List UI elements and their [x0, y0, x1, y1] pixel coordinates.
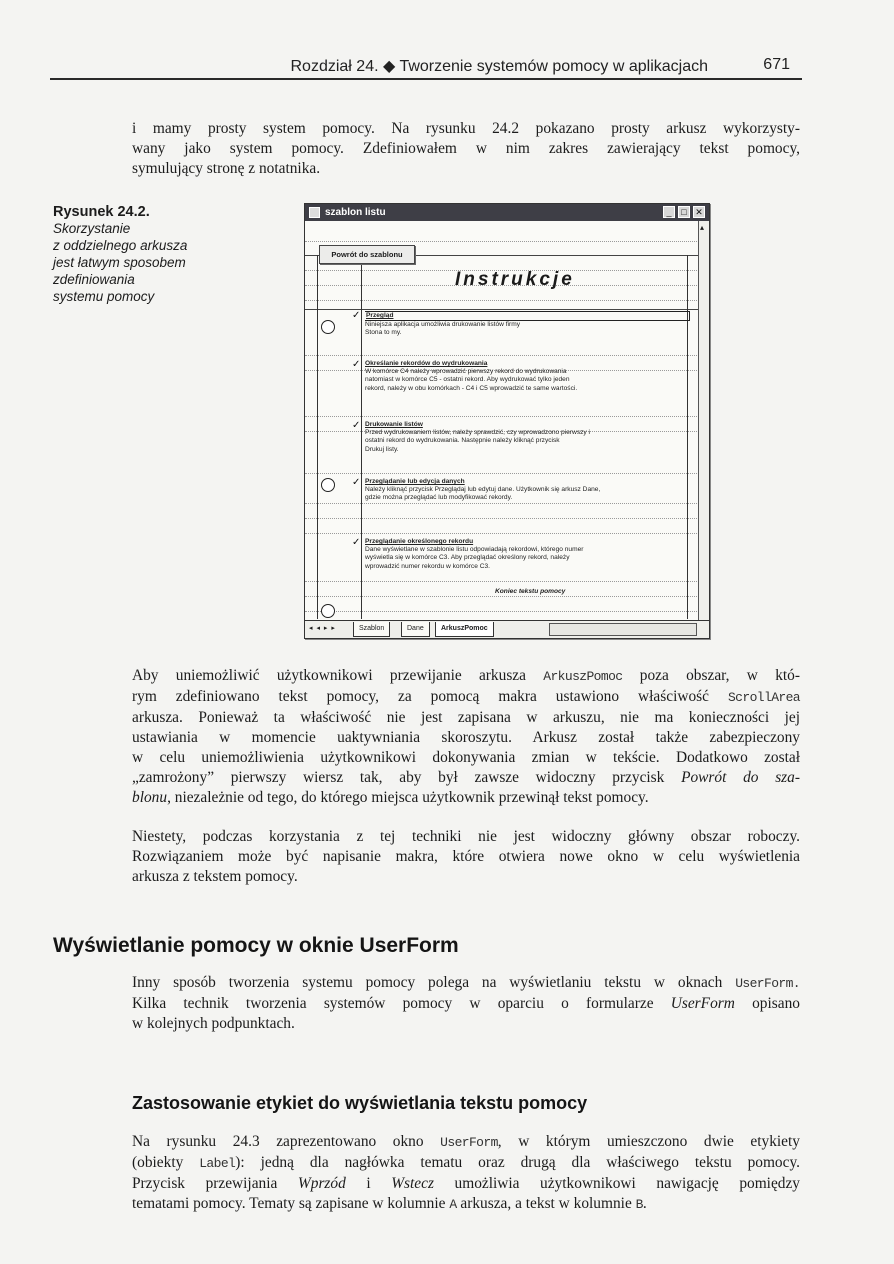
- text-line: blonu, niezależnie od tego, do którego miejsca użytkownik przewinął tekst pomocy.: [132, 789, 649, 806]
- inline-code: ArkuszPomoc: [543, 669, 623, 684]
- header-rule: [50, 78, 802, 80]
- text-line: Niestety, podczas korzystania z tej techniki nie jest widoczny główny obszar roboczy.: [132, 828, 800, 845]
- inline-code: ScrollArea: [727, 690, 800, 705]
- text-line: „zamrożony” pierwszy wiersz tak, aby był zawsze widoczny przycisk Powrót do sza-: [132, 769, 800, 786]
- help-topic: [365, 311, 690, 338]
- help-topic: [365, 478, 690, 503]
- intro-paragraph: [132, 119, 800, 179]
- text-line: w kolejnych podpunktach.: [132, 1015, 295, 1032]
- text-line: ustawiania w momencie uaktywniania skoroszytu. Arkusz został także zabezpieczony: [132, 729, 800, 746]
- paragraph-userform-intro: [132, 973, 800, 1034]
- tab-nav-arrows-icon[interactable]: ◂ ◂ ▸ ▸: [309, 625, 336, 632]
- topic-line: Niniejsza aplikacja umożliwia drukowanie listów firmy: [365, 321, 521, 329]
- figure-caption: [53, 204, 253, 305]
- sheet-tab-dane[interactable]: Dane: [401, 622, 430, 637]
- help-topic: [365, 360, 690, 393]
- text-line: arkusza z tekstem pomocy.: [132, 868, 298, 885]
- text-line: Inny sposób tworzenia systemu pomocy polega na wyświetlaniu tekstu w oknach UserForm.: [132, 974, 800, 991]
- caption-line: systemu pomocy: [53, 289, 155, 304]
- checkmark-icon: ✓: [352, 310, 361, 321]
- text-line: symulujący stronę z notatnika.: [132, 160, 321, 177]
- chapter-title: Rozdział 24. ◆ Tworzenie systemów pomocy w aplikacjach: [290, 58, 708, 75]
- scroll-up-icon[interactable]: ▴: [700, 223, 705, 232]
- topic-heading: Przeglądanie określonego rekordu: [365, 538, 474, 545]
- section-heading: Wyświetlanie pomocy w oknie UserForm: [53, 934, 459, 957]
- sheet-title: Instrukcje: [455, 269, 575, 290]
- topic-heading: Przegląd: [365, 311, 690, 321]
- end-of-help-text: Koniec tekstu pomocy: [495, 588, 566, 595]
- excel-app-icon: [309, 207, 320, 218]
- help-topic: [365, 538, 690, 571]
- topic-line: Przed wydrukowaniem listów, należy sprawdzić, czy wprowadzono pierwszy i: [365, 429, 591, 437]
- topic-line: natomiast w komórce C5 - ostatni rekord. Aby wydrukować tylko jeden: [365, 376, 570, 384]
- horizontal-scrollbar[interactable]: [549, 623, 697, 636]
- text-line: (obiekty Label): jedną dla nagłówka tematu oraz drugą dla właściwego tekstu pomocy.: [132, 1154, 801, 1171]
- text-line: Kilka technik tworzenia systemów pomocy w oparciu o formularze UserForm opisano: [132, 995, 800, 1012]
- figure-number: Rysunek 24.2.: [53, 204, 150, 220]
- inline-code: UserForm.: [735, 976, 800, 991]
- page-number: 671: [763, 56, 790, 73]
- caption-line: jest łatwym sposobem: [53, 255, 186, 270]
- paragraph-scrollarea: [132, 666, 800, 808]
- text-line: wany jako system pomocy. Zdefiniowałem w nim zakres zawierający tekst pomocy,: [132, 140, 800, 157]
- topic-heading: Określanie rekordów do wydrukowania: [365, 360, 488, 367]
- text-line: rym zdefiniowano tekst pomocy, za pomocą makra ustawiono właściwość ScrollArea: [132, 688, 800, 705]
- text-line: arkusza. Ponieważ ta właściwość nie jest zapisana w arkuszu, nie ma konieczności jej: [132, 709, 800, 726]
- caption-line: Skorzystanie: [53, 221, 131, 236]
- inline-code: B: [635, 1197, 643, 1212]
- inline-code: Label: [199, 1156, 236, 1171]
- worksheet-area: [305, 221, 699, 620]
- topic-line: Należy kliknąć przycisk Przeglądaj lub edytuj dane. Użytkownik się arkusz Dane,: [365, 486, 601, 494]
- minimize-icon[interactable]: _: [663, 206, 675, 218]
- excel-window: [304, 203, 710, 639]
- inline-code: UserForm: [440, 1135, 498, 1150]
- caption-line: z oddzielnego arkusza: [53, 238, 188, 253]
- close-icon[interactable]: ✕: [693, 206, 705, 218]
- sheet-tab-arkuszpomoc[interactable]: ArkuszPomoc: [435, 622, 494, 637]
- text-line: w celu uniemożliwienia użytkownikowi dokonywania zmian w tekście. Dodatkowo został: [132, 749, 800, 766]
- text-line: Na rysunku 24.3 zaprezentowano okno UserForm, w którym umieszczono dwie etykiety: [132, 1133, 800, 1150]
- text-line: Aby uniemożliwić użytkownikowi przewijanie arkusza ArkuszPomoc poza obszar, w któ-: [132, 667, 800, 684]
- topic-line: gdzie można przeglądać lub modyfikować rekordy.: [365, 494, 513, 502]
- maximize-icon[interactable]: □: [678, 206, 690, 218]
- inline-code: A: [449, 1197, 457, 1212]
- topic-line: wyświetla się w komórce C3. Aby przeglądać określony rekord, należy: [365, 554, 570, 562]
- sheet-tab-szablon[interactable]: Szablon: [353, 622, 390, 637]
- text-line: tematami pomocy. Tematy są zapisane w kolumnie A arkusza, a tekst w kolumnie B.: [132, 1195, 647, 1212]
- paragraph-limitation: [132, 827, 800, 887]
- topic-heading: Przeglądanie lub edycja danych: [365, 478, 465, 485]
- topic-line: ostatni rekord do wydrukowania. Następnie należy kliknąć przycisk: [365, 437, 560, 445]
- subsection-heading: Zastosowanie etykiet do wyświetlania tekstu pomocy: [132, 1093, 588, 1113]
- text-line: Przycisk przewijania Wprzód i Wstecz umożliwia użytkownikowi nawigację pomiędzy: [132, 1175, 801, 1192]
- topic-line: Drukuj listy.: [365, 445, 399, 453]
- back-to-template-button[interactable]: Powrót do szablonu: [319, 245, 415, 264]
- sheet-tab-bar: [305, 620, 709, 638]
- caption-line: zdefiniowania: [53, 272, 135, 287]
- radio-option-icon[interactable]: [321, 320, 335, 334]
- topic-line: rekord, należy w obu komórkach - C4 i C5 wprowadzić te same wartości.: [365, 384, 578, 392]
- checkmark-icon: ✓: [352, 477, 361, 488]
- help-topic: [365, 421, 690, 454]
- topic-line: wprowadzić numer rekordu w komórce C3.: [365, 562, 490, 570]
- window-title: szablon listu: [325, 207, 386, 218]
- topic-heading: Drukowanie listów: [365, 421, 423, 428]
- window-titlebar: [305, 204, 709, 221]
- radio-option-icon[interactable]: [321, 604, 335, 618]
- checkmark-icon: ✓: [352, 537, 361, 548]
- radio-option-icon[interactable]: [321, 478, 335, 492]
- topic-line: W komórce C4 należy wprowadzić pierwszy rekord do wydrukowania: [365, 368, 567, 376]
- topic-line: Stona to my.: [365, 329, 402, 337]
- text-line: i mamy prosty system pomocy. Na rysunku 24.2 pokazano prosty arkusz wykorzysty-: [132, 120, 800, 137]
- vertical-scrollbar[interactable]: [698, 221, 709, 620]
- checkmark-icon: ✓: [352, 359, 361, 370]
- running-head: [60, 56, 800, 78]
- paragraph-labels: [132, 1132, 800, 1215]
- topic-line: Dane wyświetlane w szablonie listu odpowiadają rekordowi, którego numer: [365, 546, 584, 554]
- checkmark-icon: ✓: [352, 420, 361, 431]
- text-line: Rozwiązaniem może być napisanie makra, które otwiera nowe okno w celu wyświetlenia: [132, 848, 800, 865]
